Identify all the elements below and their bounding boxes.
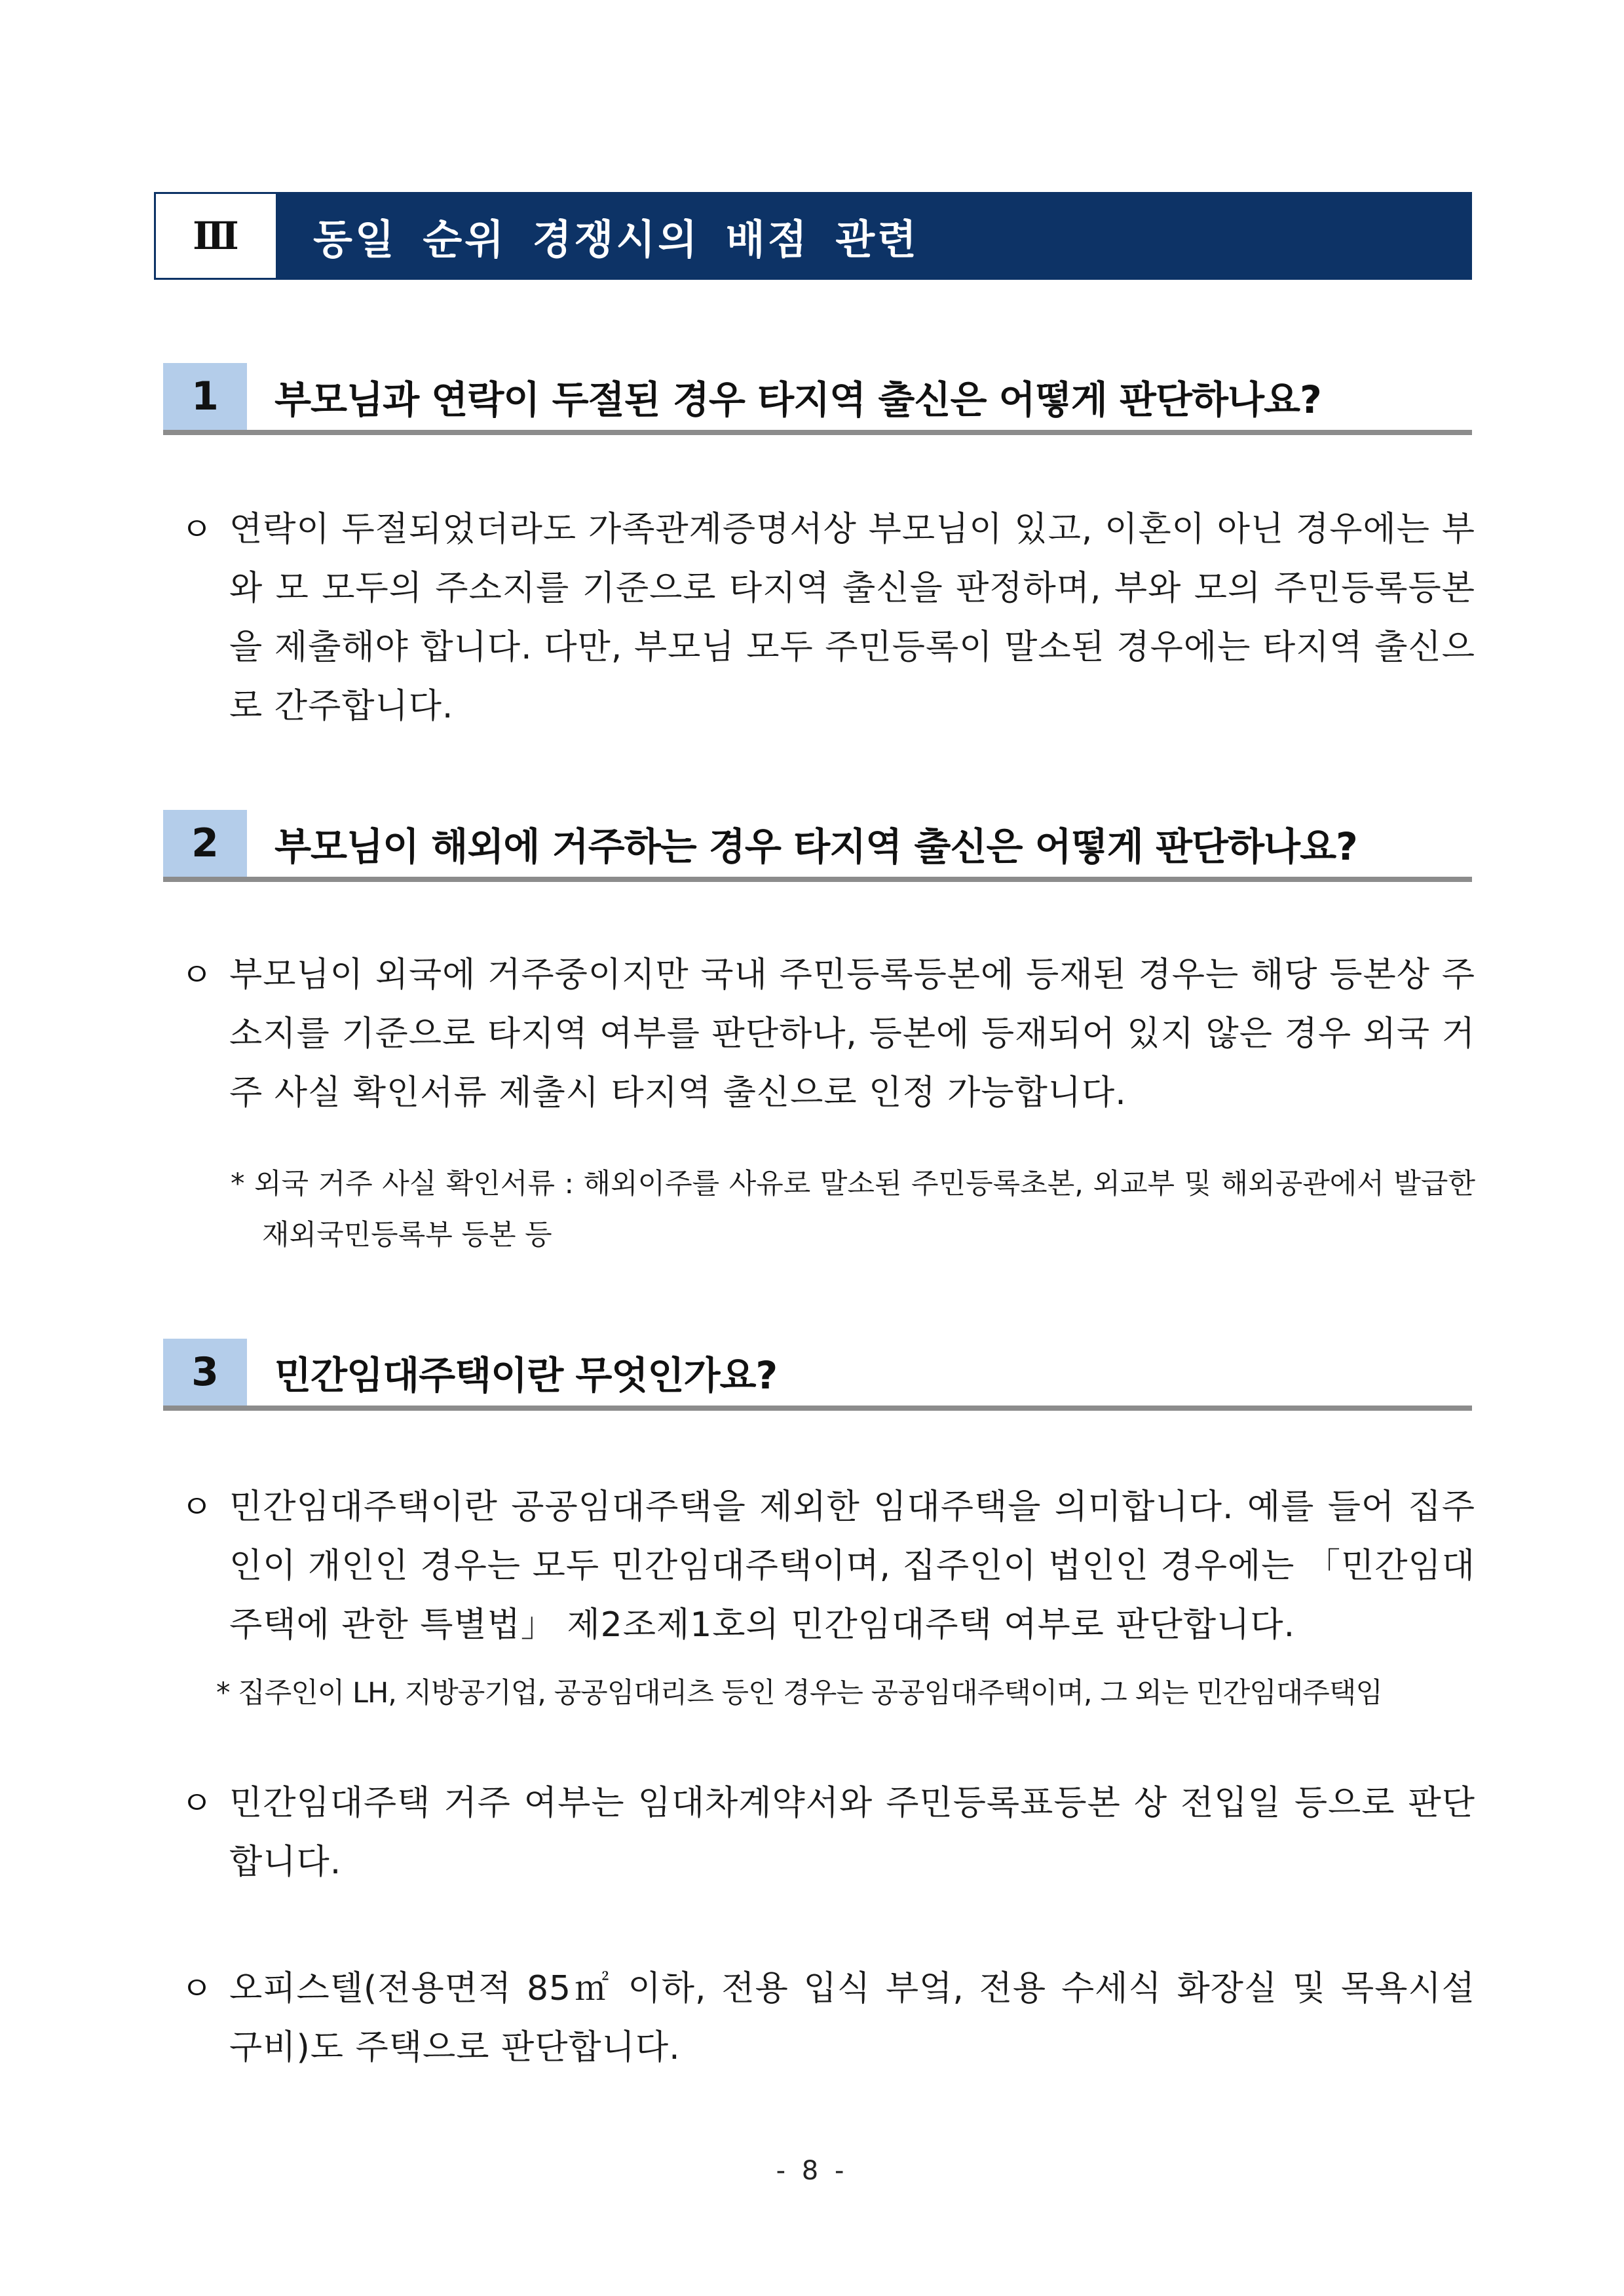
bullet-marker: ㅇ [181,510,213,548]
question-underline [163,430,1472,435]
bullet-marker: ㅇ [181,1488,213,1526]
answer-paragraph: 부모님이 외국에 거주중이지만 국내 주민등록등본에 등재된 경우는 해당 등본상 주소지를 기준으로 타지역 여부를 판단하나, 등본에 등재되어 있지 않은 경우 외국 거주 사실 확인서류 제출시 타지역 출신으로 인정 가능합니다. [229,955,1475,1113]
question-title: 민간임대주택이란 무엇인가요? [274,1353,778,1398]
bullet-marker: ㅇ [181,1784,213,1822]
question-underline [163,877,1472,882]
footnote: * 외국 거주 사실 확인서류 : 해외이주를 사유로 말소된 주민등록초본, 외교부 및 해외공관에서 발급한 재외국민등록부 등본 등 [231,1168,1475,1252]
bullet-marker: ㅇ [181,1970,213,2008]
question-number: 3 [163,1339,247,1406]
page-number: - 8 - [776,2156,848,2186]
question-number: 2 [163,810,247,877]
answer-paragraph: 민간임대주택이란 공공임대주택을 제외한 임대주택을 의미합니다. 예를 들어 집주인이 개인인 경우는 모두 민간임대주택이며, 집주인이 법인인 경우에는 「민간임대주택에 관한 특별법」 제2조제1호의 민간임대주택 여부로 판단합니다. [229,1487,1475,1645]
answer-paragraph: 오피스텔(전용면적 85㎡ 이하, 전용 입식 부엌, 전용 수세식 화장실 및 목욕시설 구비)도 주택으로 판단합니다. [229,1969,1475,2067]
question-title: 부모님이 해외에 거주하는 경우 타지역 출신은 어떻게 판단하나요? [274,824,1357,869]
question-title: 부모님과 연락이 두절된 경우 타지역 출신은 어떻게 판단하나요? [274,377,1321,422]
bullet-marker: ㅇ [181,956,213,994]
question-header-1 [163,363,1472,436]
section-title: 동일 순위 경쟁시의 배점 관련 [313,215,920,263]
section-header [154,192,1472,280]
question-header-2 [163,810,1472,883]
question-header-3 [163,1339,1472,1412]
footnote: * 집주인이 LH, 지방공기업, 공공임대리츠 등인 경우는 공공임대주택이며, 그 외는 민간임대주택임 [216,1677,1382,1710]
answer-paragraph: 민간임대주택 거주 여부는 임대차계약서와 주민등록표등본 상 전입일 등으로 판단합니다. [229,1784,1475,1882]
question-number: 1 [163,363,247,430]
question-underline [163,1406,1472,1411]
section-number: Ⅲ [156,194,276,278]
answer-paragraph: 연락이 두절되었더라도 가족관계증명서상 부모님이 있고, 이혼이 아닌 경우에는 부와 모 모두의 주소지를 기준으로 타지역 출신을 판정하며, 부와 모의 주민등록등본을 제출해야 합니다. 다만, 부모님 모두 주민등록이 말소된 경우에는 타지역 출신으로 간주합니다. [229,510,1475,726]
